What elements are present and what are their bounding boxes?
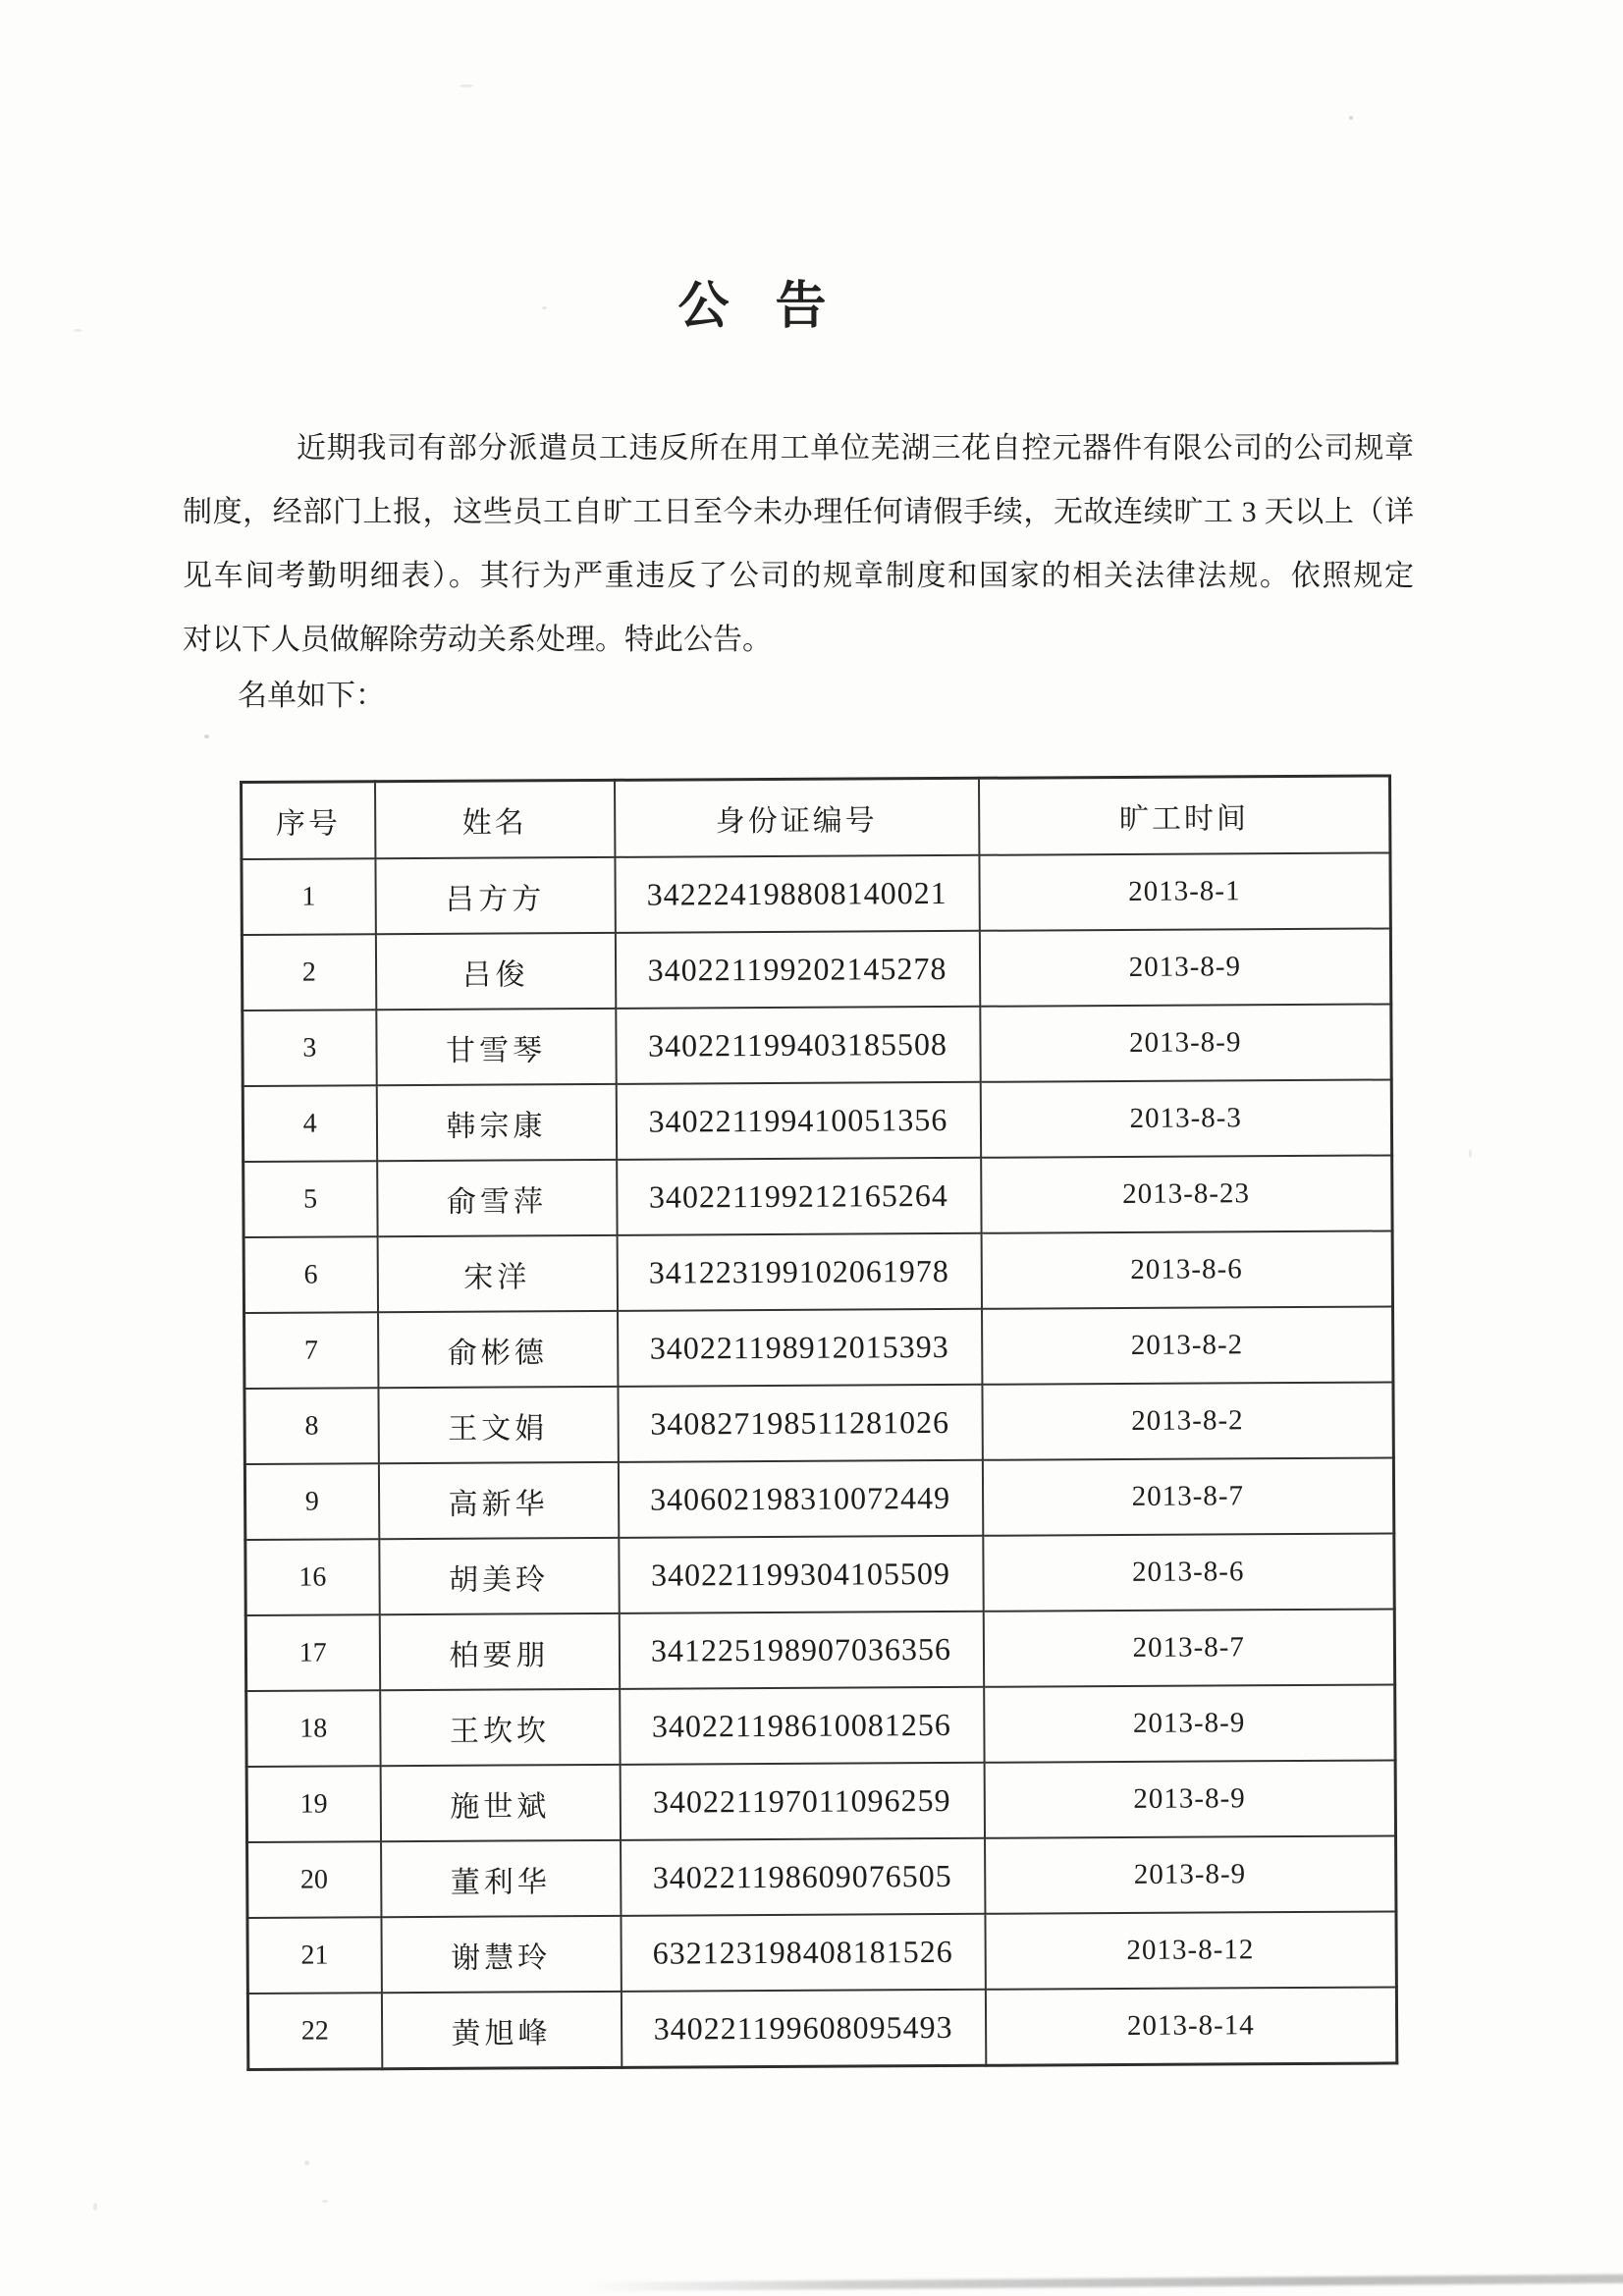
cell-id-card-number: 340221198610081256 [620, 1687, 984, 1765]
paragraph-line: 对以下人员做解除劳动关系处理。特此公告。 [183, 624, 772, 656]
scan-speck [1469, 1149, 1472, 1158]
cell-id-card-number: 340221199202145278 [615, 931, 979, 1009]
cell-absence-date: 2013-8-2 [982, 1306, 1393, 1384]
cell-employee-name: 俞彬德 [378, 1311, 618, 1388]
table-row [244, 1457, 1393, 1540]
cell-serial-number: 19 [246, 1766, 380, 1842]
column-header-id-number: 身份证编号 [615, 778, 979, 857]
cell-serial-number: 3 [243, 1010, 376, 1086]
list-intro-label: 名单如下： [238, 680, 385, 712]
cell-employee-name: 胡美玲 [379, 1538, 619, 1614]
table-row [246, 1684, 1395, 1767]
paragraph-line: 近期我司有部分派遣员工违反所在用工单位芜湖三花自控元器件有限公司的公司规章 [297, 432, 1414, 465]
cell-employee-name: 俞雪萍 [377, 1160, 617, 1236]
cell-absence-date: 2013-8-14 [985, 1987, 1396, 2065]
cell-id-card-number: 632123198408181526 [621, 1914, 985, 1992]
announcement-body [183, 416, 1414, 672]
table-header-row [242, 776, 1390, 859]
cell-id-card-number: 340221199410051356 [616, 1082, 980, 1160]
cell-absence-date: 2013-8-9 [984, 1760, 1395, 1837]
paragraph-line: 制度，经部门上报，这些员工自旷工日至今未办理任何请假手续，无故连续旷工 3 天以上（详 [183, 496, 1414, 528]
cell-serial-number: 9 [244, 1463, 378, 1540]
cell-absence-date: 2013-8-9 [985, 1835, 1396, 1913]
cell-id-card-number: 340221199608095493 [621, 1990, 985, 2068]
cell-serial-number: 2 [242, 934, 375, 1011]
cell-serial-number: 21 [247, 1917, 381, 1994]
table-row [242, 928, 1390, 1011]
scan-speck [74, 329, 82, 332]
cell-absence-date: 2013-8-1 [979, 852, 1390, 930]
cell-serial-number: 7 [244, 1312, 378, 1389]
cell-id-card-number: 340221199304105509 [619, 1536, 983, 1613]
table-body [242, 852, 1397, 2069]
cell-employee-name: 黄旭峰 [381, 1992, 621, 2069]
table-row [242, 852, 1390, 935]
cell-serial-number: 18 [246, 1690, 380, 1767]
cell-serial-number: 22 [247, 1993, 381, 2069]
cell-absence-date: 2013-8-3 [980, 1079, 1391, 1157]
dismissal-roster-table [240, 774, 1398, 2071]
cell-employee-name: 柏要朋 [379, 1613, 619, 1690]
column-header-name: 姓名 [375, 780, 615, 858]
cell-id-card-number: 340221199212165264 [617, 1158, 981, 1235]
table-row [245, 1533, 1394, 1615]
table-row [247, 1835, 1396, 1918]
cell-serial-number: 1 [242, 858, 375, 935]
table-row [245, 1609, 1394, 1691]
cell-employee-name: 吕方方 [375, 857, 615, 934]
table-row [243, 1079, 1391, 1162]
scan-speck [460, 84, 473, 87]
table-row [244, 1306, 1393, 1389]
cell-absence-date: 2013-8-2 [982, 1382, 1393, 1459]
cell-employee-name: 甘雪琴 [376, 1009, 616, 1085]
cell-id-card-number: 340602198310072449 [618, 1460, 982, 1538]
cell-employee-name: 王坎坎 [380, 1689, 620, 1766]
scan-speck [204, 735, 209, 738]
cell-serial-number: 17 [245, 1614, 379, 1691]
cell-employee-name: 施世斌 [380, 1765, 620, 1841]
cell-id-card-number: 341225198907036356 [619, 1612, 983, 1689]
cell-absence-date: 2013-8-23 [981, 1155, 1392, 1232]
cell-employee-name: 宋洋 [377, 1235, 617, 1312]
cell-employee-name: 谢慧玲 [381, 1916, 621, 1993]
cell-absence-date: 2013-8-12 [985, 1911, 1396, 1989]
table-row [243, 1155, 1392, 1237]
column-header-serial-number: 序号 [242, 782, 375, 859]
dismissal-roster-table-wrap [240, 774, 1398, 2071]
table-row [247, 1987, 1396, 2069]
cell-absence-date: 2013-8-7 [983, 1609, 1394, 1686]
cell-employee-name: 王文娟 [378, 1387, 618, 1463]
scan-speck [542, 306, 547, 309]
table-row [247, 1911, 1396, 1994]
cell-id-card-number: 340221198912015393 [618, 1309, 982, 1387]
cell-absence-date: 2013-8-9 [980, 1004, 1391, 1081]
cell-serial-number: 16 [245, 1539, 379, 1615]
cell-id-card-number: 342224198808140021 [615, 855, 979, 933]
table-header [242, 776, 1390, 859]
scan-speck [1349, 116, 1353, 120]
cell-employee-name: 高新华 [378, 1462, 618, 1539]
cell-id-card-number: 340221198609076505 [621, 1838, 985, 1916]
cell-absence-date: 2013-8-6 [981, 1230, 1392, 1308]
table-row [243, 1004, 1391, 1086]
cell-serial-number: 6 [243, 1236, 377, 1313]
table-row [246, 1760, 1395, 1842]
cell-id-card-number: 340827198511281026 [618, 1385, 982, 1462]
cell-absence-date: 2013-8-9 [984, 1684, 1395, 1762]
cell-serial-number: 4 [243, 1085, 376, 1162]
cell-serial-number: 5 [243, 1161, 377, 1237]
cell-serial-number: 20 [247, 1841, 381, 1918]
table-row [243, 1230, 1392, 1313]
table-row [244, 1382, 1393, 1464]
scanner-edge-shadow [587, 2274, 1623, 2291]
cell-absence-date: 2013-8-9 [979, 928, 1390, 1006]
cell-employee-name: 董利华 [381, 1840, 621, 1917]
scan-speck [322, 2200, 328, 2203]
column-header-absence-time: 旷工时间 [978, 776, 1389, 855]
scan-speck [304, 2160, 309, 2165]
cell-id-card-number: 340221199403185508 [616, 1007, 980, 1084]
cell-absence-date: 2013-8-7 [982, 1457, 1393, 1535]
cell-absence-date: 2013-8-6 [983, 1533, 1394, 1611]
cell-id-card-number: 341223199102061978 [617, 1233, 981, 1311]
cell-employee-name: 吕俊 [375, 933, 615, 1010]
cell-id-card-number: 340221197011096259 [620, 1763, 984, 1840]
cell-serial-number: 8 [244, 1388, 378, 1464]
document-title: 公 告 [677, 279, 829, 335]
paragraph-line: 见车间考勤明细表）。其行为严重违反了公司的规章制度和国家的相关法律法规。依照规定 [183, 560, 1414, 592]
scan-speck [93, 2203, 97, 2211]
cell-employee-name: 韩宗康 [376, 1084, 616, 1161]
